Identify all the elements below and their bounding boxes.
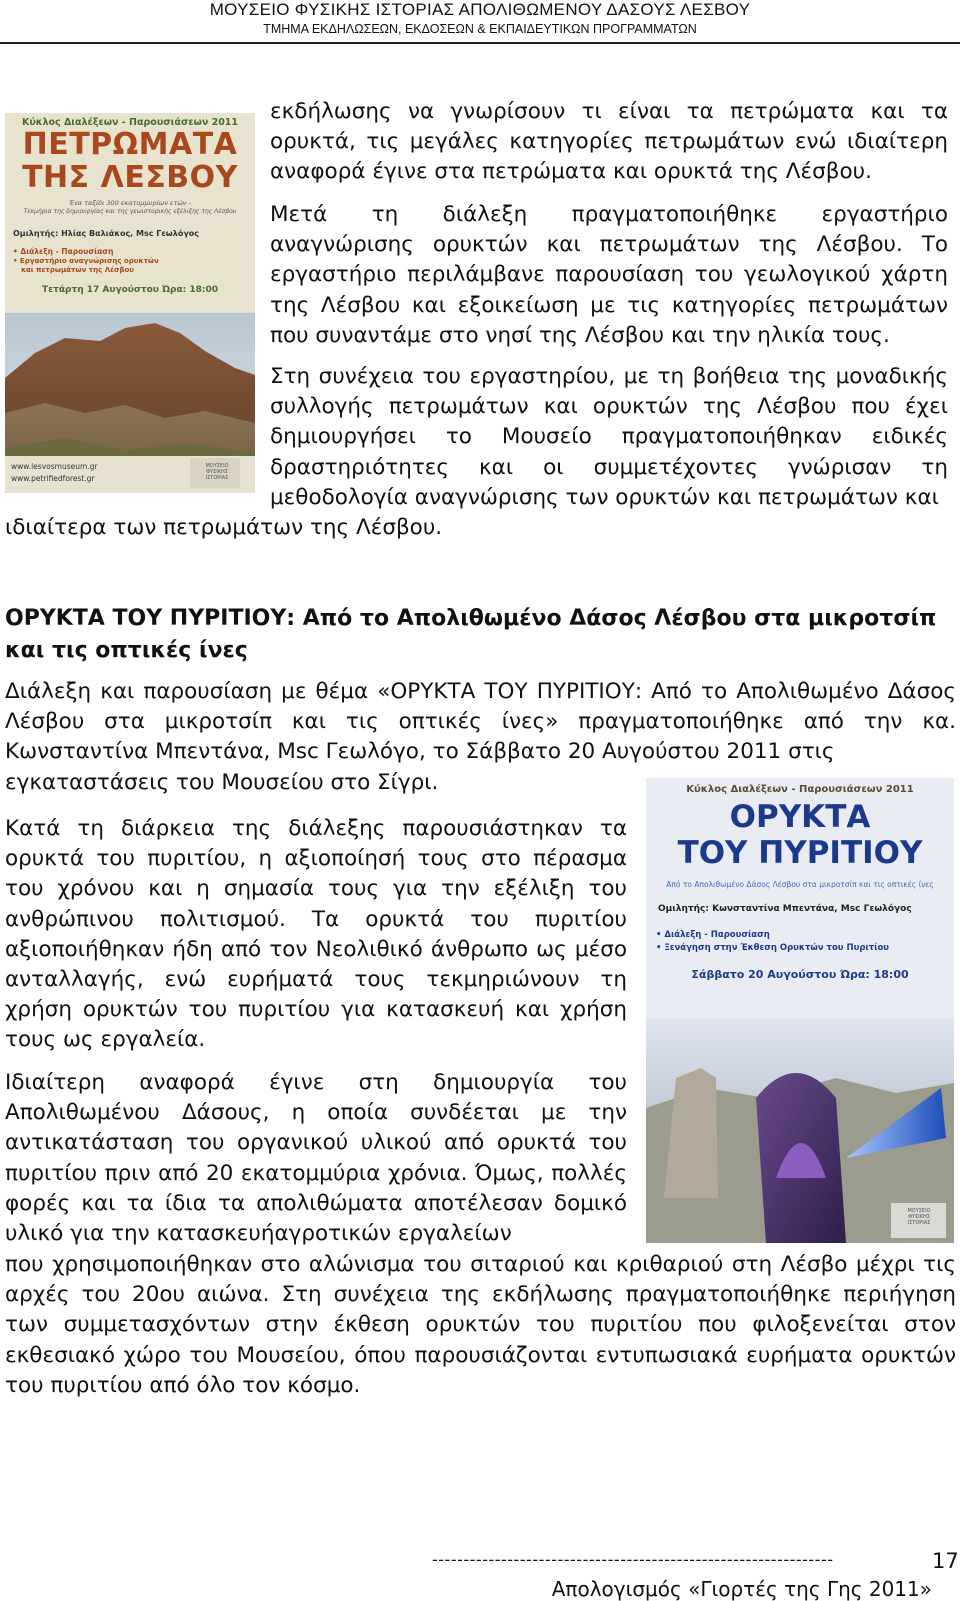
poster1-date: Τετάρτη 17 Αυγούστου Ώρα: 18:00 — [41, 285, 219, 295]
header-title: ΜΟΥΣΕΙΟ ΦΥΣΙΚΗΣ ΙΣΤΟΡΙΑΣ ΑΠΟΛΙΘΩΜΕΝΟΥ ΔΑΣΟΥΣ ΛΕΣΒΟΥ — [209, 0, 751, 19]
poster1-item3: και πετρωμάτων της Λέσβου — [21, 266, 135, 274]
poster2-speaker: Ομιλητής: Κωνσταντίνα Μπεντάνα, Msc Γεωλόγος — [658, 904, 912, 914]
poster1-title-line1: ΠΕΤΡΩΜΑΤΑ — [22, 127, 238, 162]
poster2-tagline: Από το Απολιθωμένο Δάσος Λέσβου στα μικροτσίπ και τις οπτικές ίνες — [666, 880, 934, 889]
paragraph-2: Μετά τη διάλεξη πραγματοποιήθηκε εργαστήριο αναγνώρισης ορυκτών και πετρωμάτων της Λέσβου. Το εργαστήριο περιλάμβανε παρουσίαση του γεωλογικού χάρτη της Λέσβου και εξοικείωση με τις κατηγορίες πετρωμάτων που συναντάμε στο νησί της Λέσβου και την ηλικία τους. — [270, 202, 948, 348]
poster2-item1: • Διάλεξη - Παρουσίαση — [656, 930, 770, 940]
poster1-museum-logo: ΜΟΥΣΕΙΟ ΦΥΣΙΚΗΣ ΙΣΤΟΡΙΑΣ — [205, 463, 229, 481]
poster1-title-line2: ΤΗΣ ΛΕΣΒΟΥ — [22, 160, 238, 195]
page-header — [0, 0, 960, 38]
poster2-museum-logo: ΜΟΥΣΕΙΟ ΦΥΣΙΚΗΣ ΙΣΤΟΡΙΑΣ — [907, 1208, 931, 1226]
poster1-url2: www.petrifiedforest.gr — [11, 474, 95, 483]
paragraph-6: Ιδιαίτερη αναφορά έγινε στη δημιουργία του Απολιθωμένου Δάσους, η οποία συνδέεται με την αντικατάσταση του οργανικού υλικού από ορυκτά του πυριτίου πριν από 20 εκατομμύρια χρόνια. Όμως, πολλές φορές και τα ίδια τα απολιθώματα αποτέλεσαν δομικό υλικό για την κατασκευήαγροτικών εργαλείων — [5, 1070, 627, 1247]
poster2-date: Σάββατο 20 Αυγούστου Ώρα: 18:00 — [691, 968, 909, 981]
poster2-title-line2: ΤΟΥ ΠΥΡΙΤΙΟΥ — [677, 835, 923, 871]
poster-silicon-minerals — [646, 778, 954, 1243]
poster1-speaker: Ομιλητής: Ηλίας Βαλιάκος, Msc Γεωλόγος — [13, 229, 200, 238]
poster2-series: Κύκλος Διαλέξεων - Παρουσιάσεων 2011 — [686, 784, 914, 795]
page-number: 17 — [932, 1549, 959, 1573]
section-heading: ΟΡΥΚΤΑ ΤΟΥ ΠΥΡΙΤΙΟΥ: Από το Απολιθωμένο Δάσος Λέσβου στα μικροτσίπ και τις οπτικές ίνες — [5, 606, 937, 663]
poster2-item2: • Ξενάγηση στην Έκθεση Ορυκτών του Πυριτίου — [656, 943, 890, 953]
paragraph-4-end: εγκαταστάσεις του Μουσείου στο Σίγρι. — [5, 770, 439, 795]
poster1-tagline2: Τεκμήρια της δημιουργίας και της γεωιστορικής εξέλιξης της Λέσβου — [23, 208, 237, 215]
paragraph-6-end: που χρησιμοποιήθηκαν στο αλώνισμα του σιταριού και κριθαριού στη Λέσβο μέχρι τις αρχές του 20ου αιώνα. Στη συνέχεια της εκδήλωσης πραγματοποιήθηκε περιήγηση των συμμετασχόντων στην έκθεση ορυκτών του πυριτίου που φιλοξενείται στον εκθεσιακό χώρο του Μουσείου, όπου παρουσιάζονται εντυπωσιακά ευρήματα ορυκτών του πυριτίου από όλο τον κόσμο. — [5, 1252, 956, 1398]
poster2-title-line1: ΟΡΥΚΤΑ — [729, 799, 871, 835]
header-rule — [0, 42, 960, 44]
poster1-tagline1: Ένα ταξίδι 300 εκατομμυρίων ετών - — [69, 199, 191, 207]
header-subtitle: ΤΜΗΜΑ ΕΚΔΗΛΩΣΕΩΝ, ΕΚΔΟΣΕΩΝ & ΕΚΠΑΙΔΕΥΤΙΚΩΝ ΠΡΟΓΡΑΜΜΑΤΩΝ — [263, 22, 697, 36]
poster1-series: Κύκλος Διαλέξεων - Παρουσιάσεων 2011 — [21, 117, 239, 128]
paragraph-3: Στη συνέχεια του εργαστηρίου, με τη βοήθεια της μοναδικής συλλογής πετρωμάτων και ορυκτών της Λέσβου που έχει δημιουργήσει το Μουσείο πραγματοποιήθηκαν ειδικές δραστηριότητες και οι συμμετέχοντες γνώρισαν τη μεθοδολογία αναγνώρισης των ορυκτών και πετρωμάτων και — [270, 364, 948, 510]
paragraph-3-end: ιδιαίτερα των πετρωμάτων της Λέσβου. — [5, 515, 443, 540]
paragraph-5: Κατά τη διάρκεια της διάλεξης παρουσιάστηκαν τα ορυκτά του πυριτίου, η αξιοποίησή τους στο πέρασμα του χρόνου και η σημασία τους για την εξέλιξη του ανθρώπινου πολιτισμού. Τα ορυκτά του πυριτίου αξιοποιήθηκαν ήδη από τον Νεολιθικό άνθρωπο ως μέσο ανταλλαγής, ενώ ευρήματά τους τεκμηριώνουν τη χρήση ορυκτών του πυριτίου για κατασκευή και χρήση τους ως εργαλεία. — [5, 816, 627, 1053]
poster1-url1: www.lesvosmuseum.gr — [11, 462, 98, 471]
paragraph-1: εκδήλωσης να γνωρίσουν τι είναι τα πετρώματα και τα ορυκτά, τις μεγάλες κατηγορίες πετρωμάτων ενώ ιδιαίτερη αναφορά έγινε στα πετρώματα και ορυκτά της Λέσβου. — [270, 99, 948, 185]
footer-title: Απολογισμός «Γιορτές της Γης 2011» — [551, 1577, 932, 1601]
poster-rocks-of-lesvos — [5, 113, 255, 493]
poster1-item1: • Διάλεξη - Παρουσίαση — [13, 247, 114, 256]
poster1-item2: • Εργαστήριο αναγνώρισης ορυκτών — [13, 257, 159, 265]
paragraph-4: Διάλεξη και παρουσίαση με θέμα «ΟΡΥΚΤΑ ΤΟΥ ΠΥΡΙΤΙΟΥ: Από το Απολιθωμένο Δάσος Λέσβου στα μικροτσίπ και τις οπτικές ίνες» πραγματοποιήθηκε από την κα. Κωνσταντίνα Μπεντάνα, Msc Γεωλόγο, το Σάββατο 20 Αυγούστου 2011 στις — [5, 679, 956, 765]
footer-rule: ---------------------------------------------------------------- — [432, 1550, 834, 1569]
